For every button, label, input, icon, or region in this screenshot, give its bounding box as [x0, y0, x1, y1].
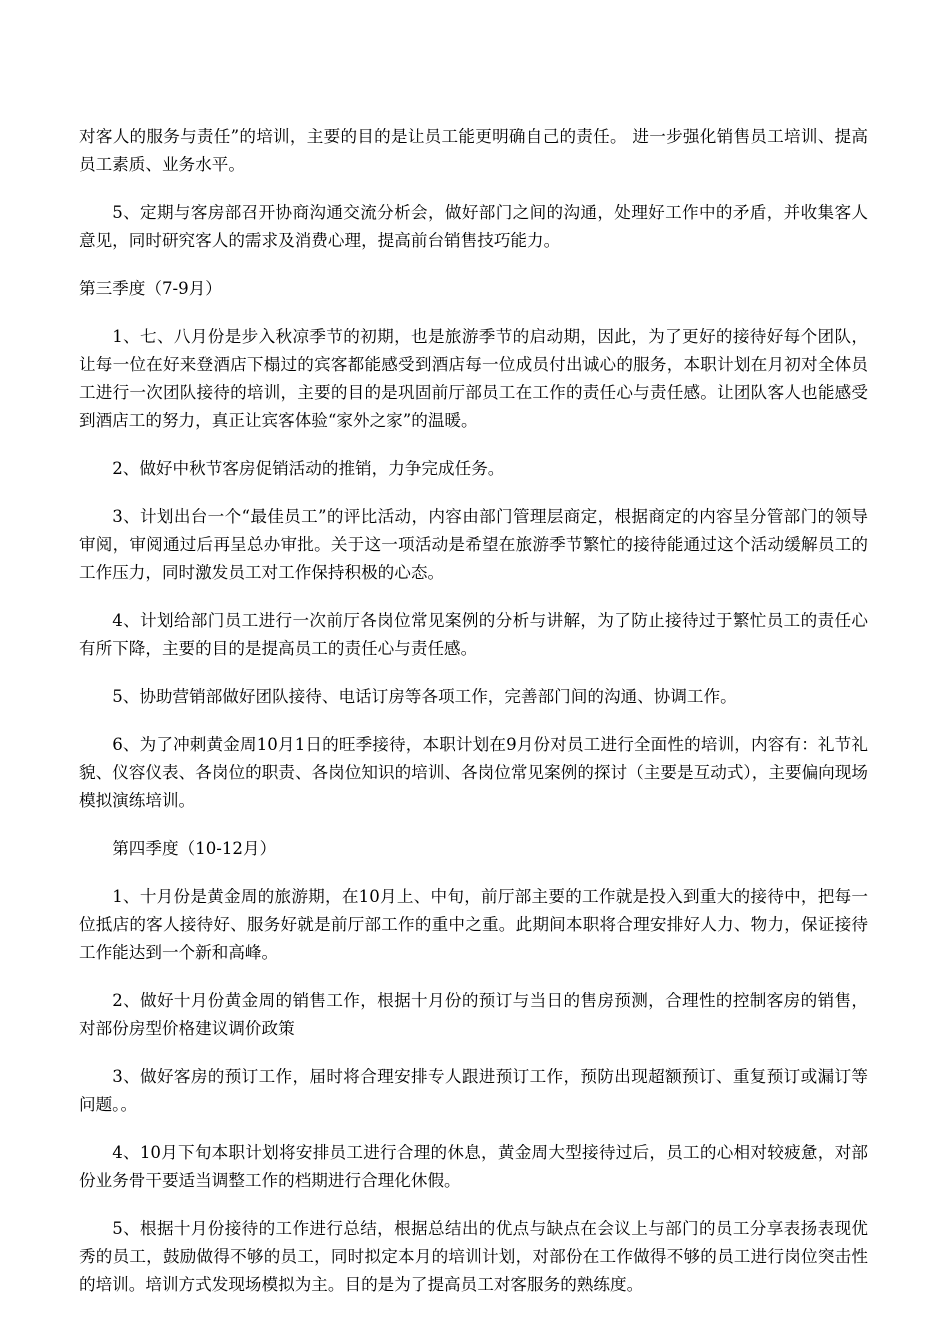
paragraph-q3-item-6: 6、为了冲刺黄金周10月1日的旺季接待，本职计划在9月份对员工进行全面性的培训，内容有：礼节礼貌、仪容仪表、各岗位的职责、各岗位知识的培训、各岗位常见案例的探讨（主要是互动式），主要偏向现场模拟演练培训。 [79, 735, 868, 810]
paragraph-q4-item-2: 2、做好十月份黄金周的销售工作，根据十月份的预订与当日的售房预测，合理性的控制客房的销售，对部份房型价格建议调价政策 [79, 991, 868, 1038]
paragraph-q3-item-2: 2、做好中秋节客房促销活动的推销，力争完成任务。 [112, 459, 505, 478]
section-heading-q4: 第四季度（10-12月） [112, 839, 277, 858]
paragraph-continuation: 对客人的服务与责任”的培训，主要的目的是让员工能更明确自己的责任。 进一步强化销售员工培训、提高员工素质、业务水平。 [79, 127, 868, 174]
paragraph-q4-item-4: 4、10月下旬本职计划将安排员工进行合理的休息，黄金周大型接待过后，员工的心相对较疲惫，对部份业务骨干要适当调整工作的档期进行合理化休假。 [79, 1143, 868, 1190]
paragraph-q2-item-5: 5、定期与客房部召开协商沟通交流分析会，做好部门之间的沟通，处理好工作中的矛盾，并收集客人意见，同时研究客人的需求及消费心理，提高前台销售技巧能力。 [79, 203, 868, 250]
paragraph-q4-item-1: 1、十月份是黄金周的旅游期，在10月上、中旬，前厅部主要的工作就是投入到重大的接待中，把每一位抵店的客人接待好、服务好就是前厅部工作的重中之重。此期间本职将合理安排好人力、物力，保证接待工作能达到一个新和高峰。 [79, 887, 868, 962]
section-heading-q3: 第三季度（7-9月） [79, 279, 222, 298]
paragraph-q3-item-1: 1、七、八月份是步入秋凉季节的初期，也是旅游季节的启动期，因此，为了更好的接待好每个团队，让每一位在好来登酒店下榻过的宾客都能感受到酒店每一位成员付出诚心的服务，本职计划在月初对全体员工进行一次团队接待的培训，主要的目的是巩固前厅部员工在工作的责任心与责任感。让团队客人也能感受到酒店工的努力，真正让宾客体验“家外之家”的温暖。 [79, 327, 868, 430]
paragraph-q3-item-4: 4、计划给部门员工进行一次前厅各岗位常见案例的分析与讲解，为了防止接待过于繁忙员工的责任心有所下降，主要的目的是提高员工的责任心与责任感。 [79, 611, 868, 658]
paragraph-q3-item-3: 3、计划出台一个“最佳员工”的评比活动，内容由部门管理层商定，根据商定的内容呈分管部门的领导审阅，审阅通过后再呈总办审批。关于这一项活动是希望在旅游季节繁忙的接待能通过这个活动缓解员工的工作压力，同时激发员工对工作保持积极的心态。 [79, 507, 868, 582]
paragraph-q4-item-3: 3、做好客房的预订工作，届时将合理安排专人跟进预订工作，预防出现超额预订、重复预订或漏订等问题。。 [79, 1067, 868, 1114]
paragraph-q4-item-5: 5、根据十月份接待的工作进行总结，根据总结出的优点与缺点在会议上与部门的员工分享表扬表现优秀的员工，鼓励做得不够的员工，同时拟定本月的培训计划，对部份在工作做得不够的员工进行岗位突击性的培训。培训方式发现场模拟为主。目的是为了提高员工对客服务的熟练度。 [79, 1219, 868, 1294]
paragraph-q3-item-5: 5、协助营销部做好团队接待、电话订房等各项工作，完善部门间的沟通、协调工作。 [112, 687, 737, 706]
